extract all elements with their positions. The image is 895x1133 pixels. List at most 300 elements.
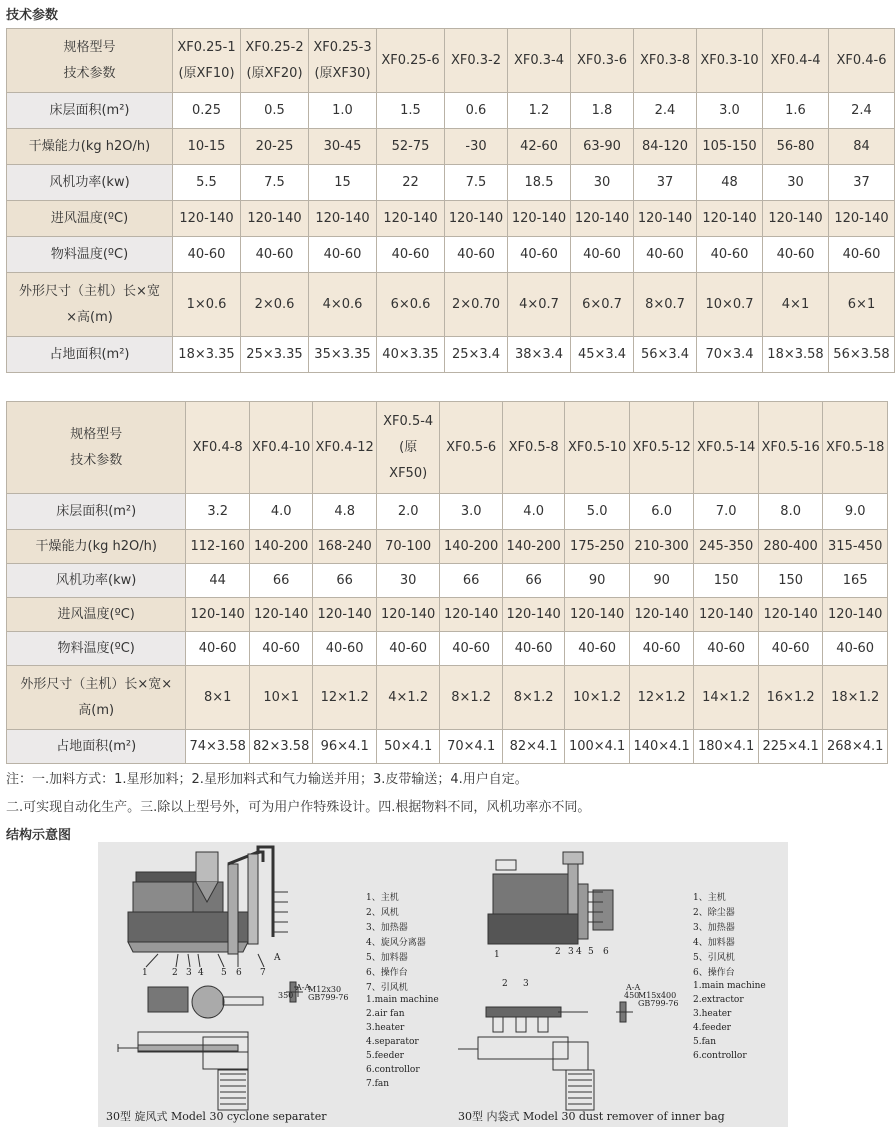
model-header-cell: [758, 402, 823, 494]
model-header-cell: [502, 402, 564, 494]
value-cell: 120-140: [440, 598, 502, 632]
value-cell: 25×3.35: [241, 337, 309, 373]
row-label-cell: [7, 632, 186, 666]
value-cell: 8×0.7: [634, 273, 697, 337]
value-cell: 2×0.70: [445, 273, 508, 337]
model-header-cell: [823, 402, 888, 494]
spec-table-2: [6, 401, 888, 764]
value-cell: 37: [829, 165, 895, 201]
model-header-cell-line: XF0.5-6: [446, 439, 497, 455]
svg-text:5、加料器: 5、加料器: [366, 953, 408, 963]
value-cell: 30-45: [309, 129, 377, 165]
value-cell: 56×3.58: [829, 337, 895, 373]
callout-3: 3: [186, 968, 192, 978]
model-header-cell: [697, 29, 763, 93]
dim-350: 350: [278, 991, 294, 1000]
callout-6: 6: [236, 968, 242, 978]
value-cell: 12×1.2: [313, 666, 377, 730]
model-header-cell-line: XF0.3-4: [513, 52, 565, 68]
svg-text:3、加热器: 3、加热器: [366, 923, 408, 933]
callout-r3: 3: [568, 947, 574, 957]
row-label-cell: [7, 337, 173, 373]
value-cell: 280-400: [758, 530, 823, 564]
svg-text:4、旋风分离器: 4、旋风分离器: [366, 938, 426, 948]
table-row: [7, 93, 895, 129]
table-row: [7, 165, 895, 201]
table-row: [7, 201, 895, 237]
table-row: [7, 666, 888, 730]
row-label-cell-line: 外形尺寸（主机）长×宽×: [20, 676, 173, 692]
model-header-cell-line: XF0.3-8: [639, 52, 691, 68]
header-label-cell: [7, 402, 186, 494]
value-cell: 120-140: [823, 598, 888, 632]
svg-text:7.fan: 7.fan: [366, 1079, 390, 1089]
value-cell: 3.0: [697, 93, 763, 129]
model-header-cell: [186, 402, 250, 494]
value-cell: 7.5: [445, 165, 508, 201]
callout-2: 2: [172, 968, 178, 978]
value-cell: 150: [694, 564, 759, 598]
value-cell: 7.5: [241, 165, 309, 201]
value-cell: 66: [249, 564, 313, 598]
value-cell: 150: [758, 564, 823, 598]
value-cell: 2.4: [634, 93, 697, 129]
value-cell: 175-250: [565, 530, 630, 564]
value-cell: 18×3.58: [763, 337, 829, 373]
model-header-cell-line: XF0.4-6: [836, 52, 887, 68]
header-label-cell: [7, 29, 173, 93]
value-cell: 50×4.1: [376, 730, 440, 764]
section-title-structure: 结构示意图: [6, 828, 72, 843]
value-cell: 16×1.2: [758, 666, 823, 730]
dim-gb799: GB799-76: [308, 993, 349, 1002]
section-title-tech-params: 技术参数: [6, 8, 59, 23]
callout-1: 1: [142, 968, 148, 978]
value-cell: 165: [823, 564, 888, 598]
svg-text:1.main machine: 1.main machine: [693, 981, 766, 991]
model-header-cell: [694, 402, 759, 494]
row-label-cell-line: 进风温度(ºC): [50, 210, 129, 226]
model-header-cell-line: XF50): [389, 465, 428, 481]
caption-bag: 30型 内袋式 Model 30 dust remover of inner bag: [458, 1110, 725, 1123]
value-cell: 30: [763, 165, 829, 201]
caption-cyclone: 30型 旋风式 Model 30 cyclone separater: [106, 1110, 327, 1123]
value-cell: 1.8: [571, 93, 634, 129]
cyclone-dryer-elevation: [128, 847, 288, 967]
value-cell: 40-60: [502, 632, 564, 666]
value-cell: 140×4.1: [629, 730, 694, 764]
dim-m12x30: M12x30: [308, 985, 342, 994]
value-cell: 38×3.4: [508, 337, 571, 373]
value-cell: 210-300: [629, 530, 694, 564]
value-cell: 6.0: [629, 494, 694, 530]
value-cell: 4×0.6: [309, 273, 377, 337]
value-cell: 63-90: [571, 129, 634, 165]
svg-text:3.heater: 3.heater: [693, 1009, 732, 1019]
model-header-cell: [629, 402, 694, 494]
value-cell: 225×4.1: [758, 730, 823, 764]
value-cell: 56-80: [763, 129, 829, 165]
table-row: [7, 530, 888, 564]
row-label-cell: [7, 93, 173, 129]
row-label-cell-line: 风机功率(kw): [49, 174, 130, 190]
table-row: [7, 494, 888, 530]
value-cell: 3.0: [440, 494, 502, 530]
row-label-cell-line: 干燥能力(kg h2O/h): [35, 538, 157, 554]
value-cell: 40-60: [829, 237, 895, 273]
model-header-cell: [249, 402, 313, 494]
value-cell: 18×3.35: [173, 337, 241, 373]
dim-450: 450: [624, 991, 640, 1000]
value-cell: 10×1.2: [565, 666, 630, 730]
row-label-cell-line: 干燥能力(kg h2O/h): [28, 138, 151, 154]
svg-text:6.controllor: 6.controllor: [693, 1051, 747, 1061]
value-cell: 5.5: [173, 165, 241, 201]
value-cell: 120-140: [376, 598, 440, 632]
dim-m15x400: M15x400: [638, 991, 677, 1000]
value-cell: 40-60: [629, 632, 694, 666]
callout-plan-3: 3: [523, 979, 529, 989]
svg-text:2、除尘器: 2、除尘器: [693, 908, 735, 918]
value-cell: 120-140: [508, 201, 571, 237]
table-row: [7, 337, 895, 373]
value-cell: 40-60: [634, 237, 697, 273]
model-header-cell: [763, 29, 829, 93]
model-header-cell-line: XF0.5-14: [696, 439, 756, 455]
value-cell: 1.2: [508, 93, 571, 129]
structure-diagram-drawing: [98, 842, 788, 1127]
value-cell: 96×4.1: [313, 730, 377, 764]
value-cell: 4×0.7: [508, 273, 571, 337]
model-header-cell-line: XF0.4-10: [252, 439, 311, 455]
section-label-a: A: [274, 953, 281, 963]
note-line-2: 二.可实现自动化生产。三.除以上型号外，可为用户作特殊设计。四.根据物料不同，风机功率亦不同。: [6, 800, 591, 815]
row-label-cell-line: 占地面积(m²): [56, 738, 137, 754]
row-label-cell: [7, 129, 173, 165]
model-header-cell-line: XF0.4-12: [315, 439, 374, 455]
table-row: [7, 273, 895, 337]
row-label-cell-line: 物料温度(ºC): [57, 640, 135, 656]
value-cell: 6×0.6: [377, 273, 445, 337]
value-cell: 10-15: [173, 129, 241, 165]
table-row: [7, 129, 895, 165]
model-header-cell-line: XF0.3-2: [450, 52, 502, 68]
value-cell: 84-120: [634, 129, 697, 165]
header-label-cell-line: 技术参数: [63, 65, 116, 81]
value-cell: 140-200: [440, 530, 502, 564]
svg-text:2.air fan: 2.air fan: [366, 1009, 405, 1019]
callout-r1: 1: [494, 950, 500, 960]
svg-text:7、引风机: 7、引风机: [366, 983, 408, 993]
value-cell: 120-140: [313, 598, 377, 632]
value-cell: 15: [309, 165, 377, 201]
value-cell: 5.0: [565, 494, 630, 530]
model-header-cell-line: XF0.25-6: [381, 52, 440, 68]
value-cell: 18.5: [508, 165, 571, 201]
model-header-cell-line: XF0.5-16: [761, 439, 820, 455]
value-cell: 12×1.2: [629, 666, 694, 730]
svg-text:3.heater: 3.heater: [366, 1023, 405, 1033]
row-label-cell: [7, 564, 186, 598]
value-cell: 8×1: [186, 666, 250, 730]
value-cell: 268×4.1: [823, 730, 888, 764]
svg-text:4、加料器: 4、加料器: [693, 938, 735, 948]
row-label-cell: [7, 165, 173, 201]
callout-7: 7: [260, 968, 266, 978]
svg-text:5.feeder: 5.feeder: [366, 1051, 404, 1061]
value-cell: 35×3.35: [309, 337, 377, 373]
callout-5: 5: [221, 968, 227, 978]
value-cell: 315-450: [823, 530, 888, 564]
cyclone-legend: [366, 891, 439, 1089]
model-header-cell-line: (原XF10): [178, 65, 235, 81]
value-cell: 40-60: [376, 632, 440, 666]
model-header-cell-line: XF0.5-8: [508, 439, 559, 455]
value-cell: 40-60: [823, 632, 888, 666]
value-cell: 4×1.2: [376, 666, 440, 730]
row-label-cell-line: 外形尺寸（主机）长×宽: [19, 283, 160, 299]
value-cell: 37: [634, 165, 697, 201]
value-cell: 168-240: [313, 530, 377, 564]
value-cell: 4.0: [502, 494, 564, 530]
value-cell: 18×1.2: [823, 666, 888, 730]
value-cell: 40-60: [241, 237, 309, 273]
value-cell: 6×1: [829, 273, 895, 337]
model-header-cell: [376, 402, 440, 494]
value-cell: 56×3.4: [634, 337, 697, 373]
svg-text:2、风机: 2、风机: [366, 908, 399, 918]
value-cell: 7.0: [694, 494, 759, 530]
value-cell: 120-140: [694, 598, 759, 632]
value-cell: 84: [829, 129, 895, 165]
value-cell: 44: [186, 564, 250, 598]
value-cell: 1.0: [309, 93, 377, 129]
value-cell: 40-60: [697, 237, 763, 273]
row-label-cell: [7, 730, 186, 764]
value-cell: 30: [376, 564, 440, 598]
value-cell: 120-140: [829, 201, 895, 237]
value-cell: 70×4.1: [440, 730, 502, 764]
model-header-cell-line: XF0.5-10: [567, 439, 627, 455]
callout-plan-2: 2: [502, 979, 508, 989]
svg-text:6、操作台: 6、操作台: [366, 968, 408, 978]
svg-text:6、操作台: 6、操作台: [693, 968, 735, 978]
row-label-cell-line: 风机功率(kw): [56, 572, 137, 588]
value-cell: 2.0: [376, 494, 440, 530]
value-cell: 8×1.2: [440, 666, 502, 730]
model-header-cell: [313, 402, 377, 494]
row-label-cell: [7, 666, 186, 730]
model-header-cell-line: XF0.5-4: [383, 413, 434, 429]
model-header-cell: [571, 29, 634, 93]
value-cell: 9.0: [823, 494, 888, 530]
value-cell: 14×1.2: [694, 666, 759, 730]
value-cell: 180×4.1: [694, 730, 759, 764]
value-cell: 0.5: [241, 93, 309, 129]
value-cell: 40-60: [249, 632, 313, 666]
row-label-cell-line: 占地面积(m²): [49, 346, 130, 362]
value-cell: 40-60: [173, 237, 241, 273]
value-cell: 6×0.7: [571, 273, 634, 337]
value-cell: 8×1.2: [502, 666, 564, 730]
value-cell: 120-140: [758, 598, 823, 632]
row-label-cell-line: 进风温度(ºC): [57, 606, 135, 622]
value-cell: 10×0.7: [697, 273, 763, 337]
value-cell: 45×3.4: [571, 337, 634, 373]
value-cell: 120-140: [634, 201, 697, 237]
table-row: [7, 632, 888, 666]
value-cell: 40-60: [694, 632, 759, 666]
model-header-cell-line: XF0.25-3: [313, 39, 372, 55]
model-header-cell-line: XF0.25-1: [177, 39, 236, 55]
value-cell: 40-60: [508, 237, 571, 273]
row-label-cell-line: 床层面积(m²): [49, 102, 130, 118]
value-cell: 4×1: [763, 273, 829, 337]
model-header-cell: [508, 29, 571, 93]
model-header-cell-line: XF0.3-6: [576, 52, 628, 68]
value-cell: 90: [629, 564, 694, 598]
value-cell: 120-140: [186, 598, 250, 632]
svg-text:3、加热器: 3、加热器: [693, 923, 735, 933]
value-cell: 52-75: [377, 129, 445, 165]
table-row: [7, 730, 888, 764]
value-cell: 40-60: [309, 237, 377, 273]
value-cell: 40-60: [186, 632, 250, 666]
svg-text:5、引风机: 5、引风机: [693, 953, 735, 963]
value-cell: 4.0: [249, 494, 313, 530]
value-cell: 66: [440, 564, 502, 598]
value-cell: 40-60: [763, 237, 829, 273]
value-cell: 25×3.4: [445, 337, 508, 373]
model-header-cell: [309, 29, 377, 93]
value-cell: 120-140: [571, 201, 634, 237]
model-header-cell-line: XF0.25-2: [245, 39, 304, 55]
value-cell: 140-200: [249, 530, 313, 564]
callout-4: 4: [198, 968, 204, 978]
structure-diagram: [98, 842, 788, 1127]
section-a-a-label: A-A: [296, 983, 311, 992]
header-label-cell-line: 规格型号: [70, 426, 123, 442]
value-cell: 3.2: [186, 494, 250, 530]
value-cell: 120-140: [629, 598, 694, 632]
value-cell: 70×3.4: [697, 337, 763, 373]
svg-text:2.extractor: 2.extractor: [693, 995, 744, 1005]
model-header-cell: [634, 29, 697, 93]
model-header-cell-line: XF0.4-4: [770, 52, 821, 68]
note-line-1: 注：一.加料方式：1.星形加料；2.星形加料式和气力输送并用；3.皮带输送；4.用户自定。: [6, 772, 528, 787]
model-header-cell-line: XF0.5-12: [632, 439, 691, 455]
value-cell: 66: [313, 564, 377, 598]
value-cell: 0.6: [445, 93, 508, 129]
value-cell: 40-60: [445, 237, 508, 273]
table-row: [7, 237, 895, 273]
model-header-cell-line: (原XF30): [314, 65, 371, 81]
model-header-cell: [377, 29, 445, 93]
value-cell: 2.4: [829, 93, 895, 129]
value-cell: 1×0.6: [173, 273, 241, 337]
row-label-cell-line: 物料温度(ºC): [50, 246, 129, 262]
row-label-cell: [7, 530, 186, 564]
model-header-cell: [445, 29, 508, 93]
value-cell: 245-350: [694, 530, 759, 564]
value-cell: 10×1: [249, 666, 313, 730]
row-label-cell: [7, 201, 173, 237]
value-cell: 90: [565, 564, 630, 598]
value-cell: 70-100: [376, 530, 440, 564]
value-cell: 40-60: [313, 632, 377, 666]
callout-r5: 5: [588, 947, 594, 957]
svg-text:1、主机: 1、主机: [693, 893, 726, 903]
bag-dryer-plan: [458, 1007, 594, 1110]
value-cell: 120-140: [697, 201, 763, 237]
row-label-cell-line: 床层面积(m²): [56, 503, 137, 519]
value-cell: 120-140: [377, 201, 445, 237]
value-cell: 120-140: [502, 598, 564, 632]
callout-r4: 4: [576, 947, 582, 957]
value-cell: 40-60: [377, 237, 445, 273]
row-label-cell: [7, 237, 173, 273]
value-cell: 120-140: [763, 201, 829, 237]
value-cell: 40-60: [571, 237, 634, 273]
section-r-a-a: A-A: [626, 983, 641, 992]
value-cell: 40×3.35: [377, 337, 445, 373]
value-cell: 82×3.58: [249, 730, 313, 764]
value-cell: 40-60: [440, 632, 502, 666]
header-label-cell-line: 规格型号: [63, 39, 116, 55]
row-label-cell: [7, 598, 186, 632]
value-cell: 22: [377, 165, 445, 201]
value-cell: 120-140: [241, 201, 309, 237]
value-cell: 120-140: [173, 201, 241, 237]
row-label-cell-line: 高(m): [78, 702, 115, 718]
value-cell: 100×4.1: [565, 730, 630, 764]
model-header-cell-line: (原: [399, 439, 418, 455]
header-label-cell-line: 技术参数: [70, 452, 123, 468]
bag-dryer-elevation: [488, 852, 613, 944]
value-cell: 105-150: [697, 129, 763, 165]
value-cell: 66: [502, 564, 564, 598]
value-cell: 140-200: [502, 530, 564, 564]
callout-r2: 2: [555, 947, 561, 957]
bag-section-detail: [616, 1002, 633, 1022]
value-cell: 4.8: [313, 494, 377, 530]
row-label-cell: [7, 494, 186, 530]
value-cell: 120-140: [249, 598, 313, 632]
svg-text:1、主机: 1、主机: [366, 893, 399, 903]
value-cell: 120-140: [309, 201, 377, 237]
value-cell: 112-160: [186, 530, 250, 564]
value-cell: 1.6: [763, 93, 829, 129]
svg-text:6.controllor: 6.controllor: [366, 1065, 420, 1075]
svg-text:4.feeder: 4.feeder: [693, 1023, 731, 1033]
table-row: [7, 598, 888, 632]
row-label-cell: [7, 273, 173, 337]
svg-text:1.main machine: 1.main machine: [366, 995, 439, 1005]
spec-table-1: [6, 28, 895, 373]
value-cell: 30: [571, 165, 634, 201]
value-cell: 2×0.6: [241, 273, 309, 337]
cyclone-dryer-plan: [118, 986, 263, 1110]
svg-text:5.fan: 5.fan: [693, 1037, 717, 1047]
model-header-cell-line: (原XF20): [246, 65, 303, 81]
model-header-cell-line: XF0.5-18: [826, 439, 885, 455]
table-row: [7, 564, 888, 598]
value-cell: 1.5: [377, 93, 445, 129]
value-cell: 40-60: [565, 632, 630, 666]
value-cell: 82×4.1: [502, 730, 564, 764]
value-cell: 42-60: [508, 129, 571, 165]
model-header-cell: [829, 29, 895, 93]
